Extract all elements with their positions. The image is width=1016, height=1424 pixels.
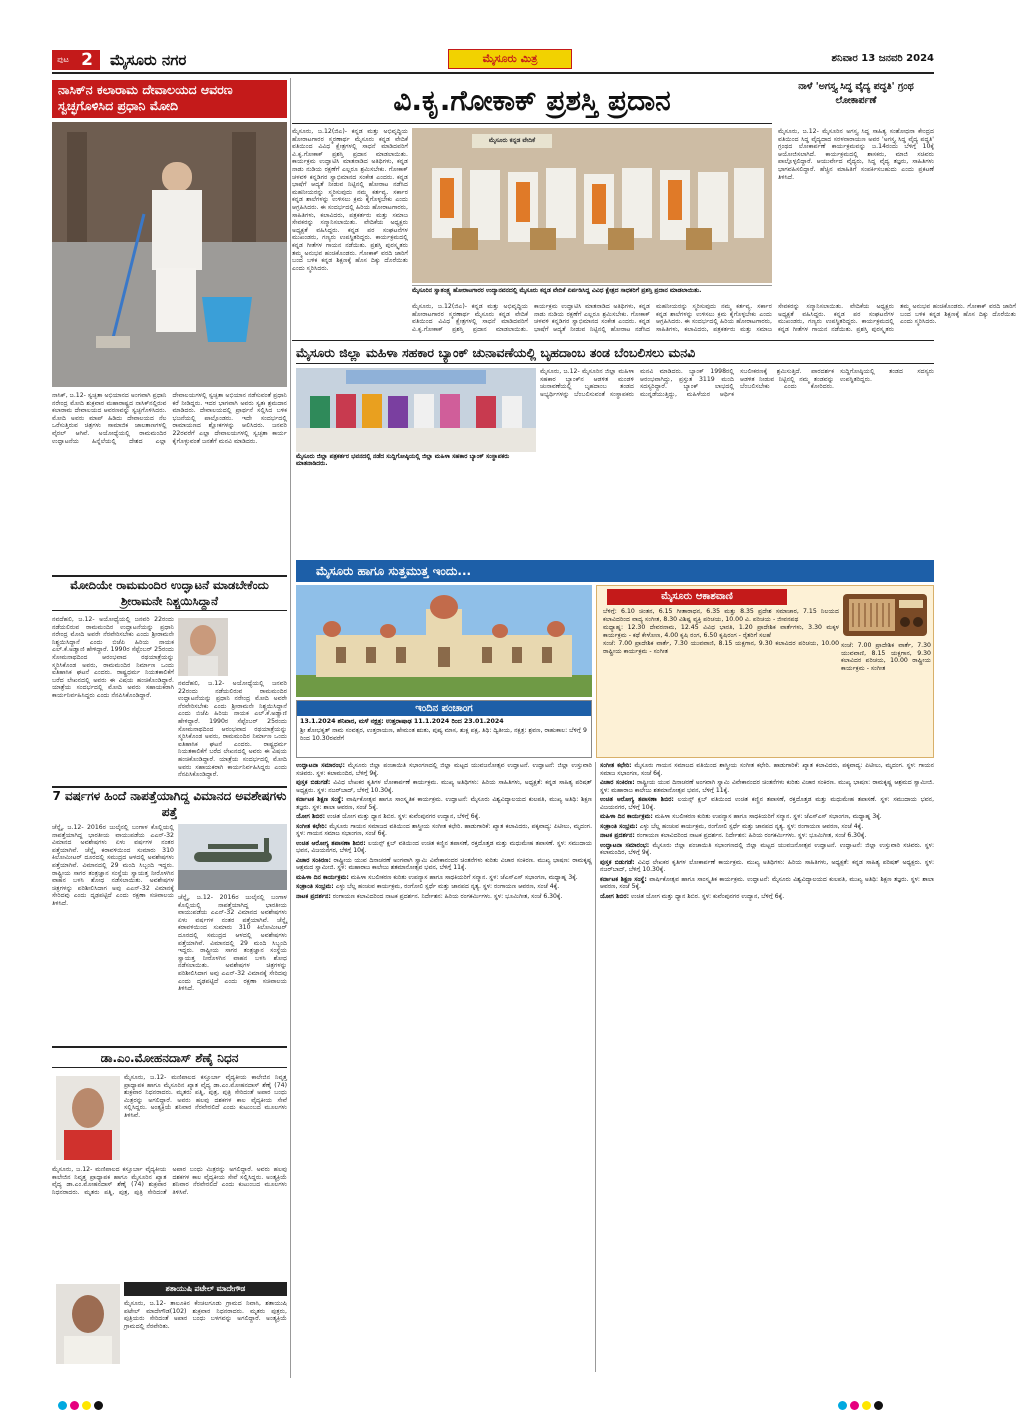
event-item — [600, 796, 934, 811]
issue-date: ಶನಿವಾರ 13 ಜನವರಿ 2024 — [831, 53, 934, 64]
modi-photo — [52, 122, 287, 387]
event-title: ಯೋಗ ಶಿಬಿರ: — [296, 813, 326, 820]
event-title: ನಾಟಕ ಪ್ರದರ್ಶನ: — [296, 892, 331, 900]
bank-caption: ಮೈಸೂರು ಜಿಲ್ಲಾ ಪತ್ರಕರ್ತರ ಭವನದಲ್ಲಿ ನಡೆದ ಸುದ್ದಿಗೋಷ್ಠಿಯಲ್ಲಿ ಜಿಲ್ಲಾ ಮಹಿಳಾ ಸಹಕಾರ ಬ್ಯಾಂಕ್ ಸಂಸ್ಥಾಪಕರು ಮಾತನಾಡಿದರು. — [296, 453, 536, 469]
event-item — [296, 857, 592, 872]
event-text: ವಿವಿಧ ಲೇಖಕರ ಕೃತಿಗಳ ಲೋಕಾರ್ಪಣೆ ಕಾರ್ಯಕ್ರಮ. ಮುಖ್ಯ ಅತಿಥಿಗಳು: ಹಿರಿಯ ಸಾಹಿತಿಗಳು, ಅಧ್ಯಕ್ಷತೆ: ಕನ್ನಡ ಸಾಹಿತ್ಯ ಪರಿಷತ್ ಅಧ್ಯಕ್ಷರು. ಸ್ಥಳ: ನಜರ್‌ಬಾದ್, ಬೆಳಿಗ್ಗೆ 10.30ಕ್ಕೆ. — [600, 858, 934, 873]
event-title: ಸಂಗೀತ ಕಛೇರಿ: — [296, 822, 328, 830]
event-text: ಲಯನ್ಸ್ ಕ್ಲಬ್ ವತಿಯಿಂದ ಉಚಿತ ಕಣ್ಣಿನ ತಪಾಸಣೆ, ರಕ್ತದೊತ್ತಡ ಮತ್ತು ಮಧುಮೇಹ ತಪಾಸಣೆ. ಸ್ಥಳ: ಸಮುದಾಯ ಭವನ, ವಿಜಯನಗರ, ಬೆಳಿಗ್ಗೆ 10ಕ್ಕೆ. — [600, 796, 935, 811]
advani-photo — [178, 618, 228, 676]
obit2-body: ಮೈಸೂರು, ಜ.12- ತಾಲೂಕಿನ ಕೆಂಚಲಗೂಡು ಗ್ರಾಮದ ನಿವಾಸಿ, ಶತಾಯುಷಿ ಪಟೇಲ್ ಮಾದೇಗೌಡ(102) ಶುಕ್ರವಾರ ನಿಧನರಾದರು. ಮೃತರು ಪುತ್ರರು, ಪುತ್ರಿಯರು ಸೇರಿದಂತೆ ಅಪಾರ ಬಂಧು ಬಳಗವನ್ನು ಅಗಲಿದ್ದಾರೆ. ಅಂತ್ಯಕ್ರಿಯೆ ಗ್ರಾಮದಲ್ಲಿ ನೆರವೇರಿತು. — [124, 1300, 287, 1330]
plane-body-b: ಚೆನ್ನೈ, ಜ.12- 2016ರ ಜುಲೈನಲ್ಲಿ ಬಂಗಾಳ ಕೊಲ್ಲಿಯಲ್ಲಿ ನಾಪತ್ತೆಯಾಗಿದ್ದ ಭಾರತೀಯ ವಾಯುಪಡೆಯ ಎಎನ್-32 ವಿಮಾನದ ಅವಶೇಷಗಳು ಏಳು ವರ್ಷಗಳ ನಂತರ ಪತ್ತೆಯಾಗಿವೆ. ಚೆನ್ನೈ ಕರಾವಳಿಯಿಂದ ಸುಮಾರು 310 ಕಿಲೋಮೀಟರ್ ದೂರದಲ್ಲಿ ಸಮುದ್ರದ ಆಳದಲ್ಲಿ ಅವಶೇಷಗಳು ಪತ್ತೆಯಾಗಿವೆ. ವಿಮಾನದಲ್ಲಿ 29 ಮಂದಿ ಸಿಬ್ಬಂದಿ ಇದ್ದರು. ರಾಷ್ಟ್ರೀಯ ಸಾಗರ ತಂತ್ರಜ್ಞಾನ ಸಂಸ್ಥೆಯ ಸ್ವಾಯತ್ತ ನೀರೊಳಗಿನ ವಾಹನ ಬಳಸಿ ಶೋಧ ನಡೆಸಲಾಯಿತು. ಅವಶೇಷಗಳ ಚಿತ್ರಗಳನ್ನು ಪರಿಶೀಲಿಸಿದಾಗ ಅವು ಎಎನ್-32 ವಿಮಾನಕ್ಕೆ ಸೇರಿದವು ಎಂದು ದೃಢಪಟ್ಟಿದೆ ಎಂದು ರಕ್ಷಣಾ ಸಚಿವಾಲಯ ತಿಳಿಸಿದೆ. — [178, 894, 287, 993]
obit2-headline-text: ಶತಾಯುಷಿ ಪಟೇಲ್ ಮಾದೇಗೌಡ — [165, 1284, 246, 1293]
event-item — [600, 779, 934, 794]
event-title: ಪುಸ್ತಕ ಬಿಡುಗಡೆ: — [600, 858, 635, 866]
event-title: ವಿಚಾರ ಸಂಕಿರಣ: — [600, 779, 635, 786]
obit2-portrait — [56, 1284, 120, 1364]
aircraft-illustration — [178, 824, 287, 890]
event-text: ಮೈಸೂರು ಗಾಯನ ಸಮಾಜದ ವತಿಯಿಂದ ಶಾಸ್ತ್ರೀಯ ಸಂಗೀತ ಕಛೇರಿ. ಹಾಡುಗಾರಿಕೆ: ಖ್ಯಾತ ಕಲಾವಿದರು, ಪಕ್ಕವಾದ್ಯ: ಪಿಟೀಲು, ಮೃದಂಗ. ಸ್ಥಳ: ಗಾಯನ ಸಮಾಜ ಸಭಾಂಗಣ, ಸಂಜೆ 6ಕ್ಕೆ. — [600, 762, 935, 777]
gokak-headline — [292, 80, 772, 124]
registration-dot — [58, 1401, 67, 1410]
advani-portrait — [178, 618, 228, 676]
panchanga-line2: ಶ್ರೀ ಶೋಭಕೃತ್ ನಾಮ ಸಂವತ್ಸರ, ಉತ್ತರಾಯಣ, ಹೇಮಂತ ಋತು, ಪುಷ್ಯ ಮಾಸ, ಶುಕ್ಲ ಪಕ್ಷ, ತಿಥಿ: ದ್ವಿತೀಯ, ನಕ್ಷತ್ರ: ಶ್ರವಣ, ರಾಹುಕಾಲ: ಬೆಳಿಗ್ಗೆ 9 ರಿಂದ 10.30ರವರೆಗೆ — [300, 727, 587, 742]
event-item — [600, 832, 934, 840]
palace-photo — [296, 585, 592, 697]
press-meet-illustration — [296, 368, 536, 452]
event-item — [600, 823, 934, 831]
page-header — [52, 48, 934, 74]
registration-marks-left — [58, 1400, 106, 1410]
event-title: ಸಂಗೀತ ಕಛೇರಿ: — [600, 762, 632, 769]
obit1-headline-text: ಡಾ.ಎಂ.ಮೋಹನದಾಸ್ ಶೆಣೈ ನಿಧನ — [100, 1051, 239, 1065]
today-banner-text: ಮೈಸೂರು ಹಾಗೂ ಸುತ್ತಮುತ್ತ ಇಂದು... — [316, 564, 472, 578]
award-group-illustration — [412, 128, 772, 283]
event-item — [600, 842, 934, 857]
today-banner — [296, 560, 934, 582]
event-title: ಯೋಗ ಶಿಬಿರ: — [600, 892, 630, 900]
event-text: ಮಹಿಳಾ ಸಬಲೀಕರಣ ಕುರಿತು ಉಪನ್ಯಾಸ ಹಾಗೂ ಸಾಧಕಿಯರಿಗೆ ಸನ್ಮಾನ. ಸ್ಥಳ: ಜೆಎಸ್‌ಎಸ್ ಸಭಾಂಗಣ, ಮಧ್ಯಾಹ್ನ 3ಕ್ಕೆ. — [350, 873, 578, 881]
event-item — [296, 893, 592, 901]
column-rule — [290, 78, 291, 1378]
event-title: ಉಚಿತ ಆರೋಗ್ಯ ತಪಾಸಣಾ ಶಿಬಿರ: — [296, 839, 366, 847]
event-title: ಸಂಕ್ರಾಂತಿ ಸಂಭ್ರಮ: — [600, 822, 638, 830]
radio-icon — [841, 590, 929, 638]
obit1-portrait — [56, 1076, 120, 1160]
radio-schedule — [603, 608, 839, 756]
radio-line-afternoon: ಮಧ್ಯಾಹ್ನ: 12.30 ದೇವರನಾಮ, 12.45 ವಿವಿಧ ಭಾರತಿ, 1.20 ಪ್ರಾದೇಶಿಕ ವಾರ್ತೆಗಳು, 3.30 ಮಕ್ಕಳ ಕಾರ್ಯಕ್ರಮ - ಕಥೆ ಕೇಳೋಣ, 4.00 ಕೃಷಿ ರಂಗ, 6.50 ಕೃಷಿರಂಗ - ರೈತರಿಗೆ ಸಲಹೆ — [603, 624, 839, 639]
event-title: ನಾಟಕ ಪ್ರದರ್ಶನ: — [600, 832, 635, 839]
gokak-body-right: ಮೈಸೂರು, ಜ.12(ಜಿಎ)- ಕನ್ನಡ ಮತ್ತು ಅಭಿವೃದ್ಧಿಯ ಹೋರಾಟಗಾರರ ಸ್ಮರಣಾರ್ಥ ಮೈಸೂರು ಕನ್ನಡ ವೇದಿಕೆ ವತಿಯಿಂದ ವಿವಿಧ ಕ್ಷೇತ್ರಗಳಲ್ಲಿ ಸಾಧನೆ ಮಾಡಿದವರಿಗೆ ವಿ.ಕೃ.ಗೋಕಾಕ್ ಪ್ರಶಸ್ತಿ ಪ್ರದಾನ ಮಾಡಲಾಯಿತು. ಕಾರ್ಯಕ್ರಮ ಉದ್ಘಾಟಿಸಿ ಮಾತನಾಡಿದ ಅತಿಥಿಗಳು, ಕನ್ನಡ ನಾಡು ನುಡಿಯ ರಕ್ಷಣೆಗೆ ಎಲ್ಲರೂ ಶ್ರಮಿಸಬೇಕು. ಗೋಕಾಕ್ ಚಳವಳಿ ಕನ್ನಡಿಗರ ಸ್ವಾಭಿಮಾನದ ಸಂಕೇತ ಎಂದರು. ಕನ್ನಡ ಭಾಷೆಗೆ ಆದ್ಯತೆ ನೀಡುವ ನಿಟ್ಟಿನಲ್ಲಿ ಹೋರಾಟ ನಡೆಸಿದ ಮಹನೀಯರನ್ನು ಸ್ಮರಿಸುವುದು ನಮ್ಮ ಕರ್ತವ್ಯ. ಸರ್ಕಾರ ಕನ್ನಡ ಶಾಲೆಗಳನ್ನು ಉಳಿಸಲು ಕ್ರಮ ಕೈಗೊಳ್ಳಬೇಕು ಎಂದು ಆಗ್ರಹಿಸಿದರು. ಈ ಸಂದರ್ಭದಲ್ಲಿ ಹಿರಿಯ ಹೋರಾಟಗಾರರು, ಸಾಹಿತಿಗಳು, ಕಲಾವಿದರು, ಪತ್ರಕರ್ತರು ಮತ್ತು ಸಮಾಜ ಸೇವಕರನ್ನು ಸನ್ಮಾನಿಸಲಾಯಿತು. ವೇದಿಕೆಯ ಅಧ್ಯಕ್ಷರು ಅಧ್ಯಕ್ಷತೆ ವಹಿಸಿದ್ದರು. ಕನ್ನಡ ಪರ ಸಂಘಟನೆಗಳ ಮುಖಂಡರು, ಗಣ್ಯರು ಉಪಸ್ಥಿತರಿದ್ದರು. ಕಾರ್ಯಕ್ರಮದಲ್ಲಿ ಕನ್ನಡ ಗೀತೆಗಳ ಗಾಯನ ನಡೆಯಿತು. ಪ್ರಶಸ್ತಿ ಪುರಸ್ಕೃತರು ತಮ್ಮ ಅನುಭವ ಹಂಚಿಕೊಂಡರು. ಗೋಕಾಕ್ ವರದಿ ಜಾರಿಗೆ ಬಂದ ಬಳಿಕ ಕನ್ನಡ ಶಿಕ್ಷಣಕ್ಕೆ ಹೊಸ ದಿಕ್ಕು ದೊರೆಯಿತು ಎಂದು ಸ್ಮರಿಸಿದರು. — [412, 303, 1016, 333]
event-title: ಮಹಿಳಾ ದಿನ ಕಾರ್ಯಕ್ರಮ: — [600, 813, 653, 820]
panchanga-title: ಇಂದಿನ ಪಂಚಾಂಗ — [297, 701, 591, 716]
plane-body-a: ಚೆನ್ನೈ, ಜ.12- 2016ರ ಜುಲೈನಲ್ಲಿ ಬಂಗಾಳ ಕೊಲ್ಲಿಯಲ್ಲಿ ನಾಪತ್ತೆಯಾಗಿದ್ದ ಭಾರತೀಯ ವಾಯುಪಡೆಯ ಎಎನ್-32 ವಿಮಾನದ ಅವಶೇಷಗಳು ಏಳು ವರ್ಷಗಳ ನಂತರ ಪತ್ತೆಯಾಗಿವೆ. ಚೆನ್ನೈ ಕರಾವಳಿಯಿಂದ ಸುಮಾರು 310 ಕಿಲೋಮೀಟರ್ ದೂರದಲ್ಲಿ ಸಮುದ್ರದ ಆಳದಲ್ಲಿ ಅವಶೇಷಗಳು ಪತ್ತೆಯಾಗಿವೆ. ವಿಮಾನದಲ್ಲಿ 29 ಮಂದಿ ಸಿಬ್ಬಂದಿ ಇದ್ದರು. ರಾಷ್ಟ್ರೀಯ ಸಾಗರ ತಂತ್ರಜ್ಞಾನ ಸಂಸ್ಥೆಯ ಸ್ವಾಯತ್ತ ನೀರೊಳಗಿನ ವಾಹನ ಬಳಸಿ ಶೋಧ ನಡೆಸಲಾಯಿತು. ಅವಶೇಷಗಳ ಚಿತ್ರಗಳನ್ನು ಪರಿಶೀಲಿಸಿದಾಗ ಅವು ಎಎನ್-32 ವಿಮಾನಕ್ಕೆ ಸೇರಿದವು ಎಂದು ದೃಢಪಟ್ಟಿದೆ ಎಂದು ರಕ್ಷಣಾ ಸಚಿವಾಲಯ ತಿಳಿಸಿದೆ. — [52, 824, 174, 907]
plane-photo — [178, 824, 287, 890]
obit1-body-b: ಮೈಸೂರು, ಜ.12- ಮಣಿಪಾಲದ ಕಸ್ತೂರ್ಬಾ ವೈದ್ಯಕೀಯ ಕಾಲೇಜಿನ ನಿವೃತ್ತ ಪ್ರಾಧ್ಯಾಪಕ ಹಾಗೂ ಮೈಸೂರಿನ ಖ್ಯಾತ ವೈದ್ಯ ಡಾ.ಎಂ.ಮೋಹನದಾಸ್ ಶೆಣೈ (74) ಶುಕ್ರವಾರ ನಿಧನರಾದರು. ಮೃತರು ಪತ್ನಿ, ಪುತ್ರ, ಪುತ್ರಿ ಸೇರಿದಂತೆ ಅಪಾರ ಬಂಧು ಮಿತ್ರರನ್ನು ಅಗಲಿದ್ದಾರೆ. ಅವರು ಹಲವು ದಶಕಗಳ ಕಾಲ ವೈದ್ಯಕೀಯ ಸೇವೆ ಸಲ್ಲಿಸಿದ್ದರು. ಅಂತ್ಯಕ್ರಿಯೆ ಶನಿವಾರ ನೆರವೇರಲಿದೆ ಎಂದು ಕುಟುಂಬದ ಮೂಲಗಳು ತಿಳಿಸಿವೆ. — [52, 1166, 287, 1196]
page-number: 2 — [74, 50, 100, 70]
event-text: ರಾಷ್ಟ್ರೀಯ ಯುವ ದಿನಾಚರಣೆ ಅಂಗವಾಗಿ ಸ್ವಾಮಿ ವಿವೇಕಾನಂದರ ಚಿಂತನೆಗಳು ಕುರಿತು ವಿಚಾರ ಸಂಕಿರಣ. ಮುಖ್ಯ ಭಾಷಣ: ರಾಮಕೃಷ್ಣ ಆಶ್ರಮದ ಸ್ವಾಮೀಜಿ. ಸ್ಥಳ: ಮಹಾರಾಜ ಕಾಲೇಜು ಶತಮಾನೋತ್ಸವ ಭವನ, ಬೆಳಿಗ್ಗೆ 11ಕ್ಕೆ. — [296, 856, 593, 871]
radio-box — [596, 585, 934, 758]
registration-dot — [82, 1401, 91, 1410]
registration-dot — [838, 1401, 847, 1410]
radio-line-evening-b: ಸಂಜೆ: 7.00 ಪ್ರಾದೇಶಿಕ ವಾರ್ತೆ, 7.30 ಯುವವಾಣಿ, 8.15 ಯಕ್ಷಗಾನ, 9.30 ಕಲಾವಿದರ ಪರಿಚಯ, 10.00 ರಾಷ್ಟ್ರೀಯ ಕಾರ್ಯಕ್ರಮ - ಸಂಗೀತ — [841, 642, 931, 672]
event-title: ಕರ್ನಾಟಕ ಶಿಕ್ಷಣ ಸಂಸ್ಥೆ: — [600, 875, 647, 883]
obit2-photo — [56, 1284, 120, 1364]
divider — [292, 340, 934, 341]
obit2-headline — [124, 1282, 287, 1296]
event-item — [296, 840, 592, 855]
event-title: ವಿಚಾರ ಸಂಕಿರಣ: — [296, 856, 331, 864]
event-text: ವಾರ್ಷಿಕೋತ್ಸವ ಹಾಗೂ ಸಾಂಸ್ಕೃತಿಕ ಕಾರ್ಯಕ್ರಮ. ಉದ್ಘಾಟನೆ: ಮೈಸೂರು ವಿಶ್ವವಿದ್ಯಾಲಯದ ಕುಲಪತಿ, ಮುಖ್ಯ ಅತಿಥಿ: ಶಿಕ್ಷಣ ತಜ್ಞರು. ಸ್ಥಳ: ಶಾಲಾ ಆವರಣ, ಸಂಜೆ 5ಕ್ಕೆ. — [600, 875, 934, 890]
vintage-radio-icon — [841, 590, 929, 638]
events-col-left — [296, 762, 592, 1372]
event-item — [296, 823, 592, 838]
registration-dot — [70, 1401, 79, 1410]
event-item — [296, 813, 592, 821]
section-title: ಮೈಸೂರು ನಗರ — [110, 51, 187, 69]
event-text: ಎಳ್ಳು ಬೆಲ್ಲ ಹಂಚುವ ಕಾರ್ಯಕ್ರಮ, ರಂಗೋಲಿ ಸ್ಪರ್ಧೆ ಮತ್ತು ಜಾನಪದ ನೃತ್ಯ. ಸ್ಥಳ: ರಂಗಾಯಣ ಆವರಣ, ಸಂಜೆ 4ಕ್ಕೆ. — [335, 883, 560, 890]
event-item — [600, 813, 934, 821]
gokak-banner: ಮೈಸೂರು ಕನ್ನಡ ವೇದಿಕೆ — [488, 137, 536, 144]
radio-schedule-extra — [841, 642, 931, 754]
event-text: ಉಚಿತ ಯೋಗ ಮತ್ತು ಧ್ಯಾನ ಶಿಬಿರ. ಸ್ಥಳ: ಕುವೆಂಪುನಗರ ಉದ್ಯಾನ, ಬೆಳಿಗ್ಗೆ 6ಕ್ಕೆ. — [631, 892, 785, 900]
ram-headline-text: ಮೋದಿಯೇ ರಾಮಮಂದಿರ ಉದ್ಘಾಟನೆ ಮಾಡಬೇಕೆಂದು ಶ್ರೀರಾಮನೇ ನಿಶ್ಚಯಿಸಿದ್ದಾನೆ — [70, 578, 269, 608]
event-title: ಉಚಿತ ಆರೋಗ್ಯ ತಪಾಸಣಾ ಶಿಬಿರ: — [600, 796, 674, 803]
event-text: ವಿವಿಧ ಲೇಖಕರ ಕೃತಿಗಳ ಲೋಕಾರ್ಪಣೆ ಕಾರ್ಯಕ್ರಮ. ಮುಖ್ಯ ಅತಿಥಿಗಳು: ಹಿರಿಯ ಸಾಹಿತಿಗಳು, ಅಧ್ಯಕ್ಷತೆ: ಕನ್ನಡ ಸಾಹಿತ್ಯ ಪರಿಷತ್ ಅಧ್ಯಕ್ಷರು. ಸ್ಥಳ: ನಜರ್‌ಬಾದ್, ಬೆಳಿಗ್ಗೆ 10.30ಕ್ಕೆ. — [296, 779, 592, 794]
event-text: ರಂಗಾಯಣ ಕಲಾವಿದರಿಂದ ನಾಟಕ ಪ್ರದರ್ಶನ. ನಿರ್ದೇಶನ: ಹಿರಿಯ ರಂಗಕರ್ಮಿಗಳು. ಸ್ಥಳ: ಭೂಮಿಗೀತ, ಸಂಜೆ 6.30ಕ್ಕೆ. — [332, 892, 563, 900]
page-label: ಪುಟ — [52, 50, 74, 70]
gokak-photo — [412, 128, 772, 283]
mysore-palace-illustration — [296, 585, 592, 697]
bank-body: ಮೈಸೂರು, ಜ.12- ಮೈಸೂರಿನ ಜಿಲ್ಲಾ ಮಹಿಳಾ ಸಹಕಾರ ಬ್ಯಾಂಕ್‌ನ ಆಡಳಿತ ಮಂಡಳಿ ಚುನಾವಣೆಯಲ್ಲಿ ಬೃಹದಾಂಬ ತಂಡದ ಅಭ್ಯರ್ಥಿಗಳನ್ನು ಬೆಂಬಲಿಸುವಂತೆ ಸಂಸ್ಥಾಪಕರು ಮನವಿ ಮಾಡಿದರು. ಬ್ಯಾಂಕ್ 1998ರಲ್ಲಿ ಆರಂಭವಾಗಿದ್ದು, ಪ್ರಸ್ತುತ 3119 ಮಂದಿ ಸದಸ್ಯರಿದ್ದಾರೆ. ಬ್ಯಾಂಕ್ ಲಾಭದಲ್ಲಿ ಮುನ್ನಡೆಯುತ್ತಿದ್ದು, ಮಹಿಳೆಯರ ಆರ್ಥಿಕ ಸಬಲೀಕರಣಕ್ಕೆ ಶ್ರಮಿಸುತ್ತಿದೆ. ಪಾರದರ್ಶಕ ಆಡಳಿತ ನೀಡುವ ನಿಟ್ಟಿನಲ್ಲಿ ನಮ್ಮ ತಂಡವನ್ನು ಬೆಂಬಲಿಸಬೇಕು ಎಂದು ಕೋರಿದರು. ಸುದ್ದಿಗೋಷ್ಠಿಯಲ್ಲಿ ತಂಡದ ಸದಸ್ಯರು ಉಪಸ್ಥಿತರಿದ್ದರು. — [540, 368, 934, 398]
agasthya-headline — [778, 80, 934, 124]
panchanga — [296, 700, 592, 758]
event-text: ಮೈಸೂರು ಗಾಯನ ಸಮಾಜದ ವತಿಯಿಂದ ಶಾಸ್ತ್ರೀಯ ಸಂಗೀತ ಕಛೇರಿ. ಹಾಡುಗಾರಿಕೆ: ಖ್ಯಾತ ಕಲಾವಿದರು, ಪಕ್ಕವಾದ್ಯ: ಪಿಟೀಲು, ಮೃದಂಗ. ಸ್ಥಳ: ಗಾಯನ ಸಮಾಜ ಸಭಾಂಗಣ, ಸಂಜೆ 6ಕ್ಕೆ. — [296, 822, 593, 837]
event-item — [600, 876, 934, 891]
event-text: ಲಯನ್ಸ್ ಕ್ಲಬ್ ವತಿಯಿಂದ ಉಚಿತ ಕಣ್ಣಿನ ತಪಾಸಣೆ, ರಕ್ತದೊತ್ತಡ ಮತ್ತು ಮಧುಮೇಹ ತಪಾಸಣೆ. ಸ್ಥಳ: ಸಮುದಾಯ ಭವನ, ವಿಜಯನಗರ, ಬೆಳಿಗ್ಗೆ 10ಕ್ಕೆ. — [296, 839, 592, 854]
plane-headline-text: 7 ವರ್ಷಗಳ ಹಿಂದೆ ನಾಪತ್ತೆಯಾಗಿದ್ದ ವಿಮಾನದ ಅವಶೇಷಗಳು ಪತ್ತೆ — [52, 789, 287, 819]
bank-headline-text: ಮೈಸೂರು ಜಿಲ್ಲಾ ಮಹಿಳಾ ಸಹಕಾರ ಬ್ಯಾಂಕ್ ಚುನಾವಣೆಯಲ್ಲಿ ಬೃಹದಾಂಬ ತಂಡ ಬೆಂಬಲಿಸಲು ಮನವಿ — [296, 345, 696, 360]
modi-body: ನಾಸಿಕ್, ಜ.12- ಸ್ವಚ್ಛತಾ ಅಭಿಯಾನದ ಅಂಗವಾಗಿ ಪ್ರಧಾನಿ ನರೇಂದ್ರ ಮೋದಿ ಶುಕ್ರವಾರ ಮಹಾರಾಷ್ಟ್ರದ ನಾಸಿಕ್‌ನಲ್ಲಿರುವ ಕಲಾರಾಮ ದೇವಾಲಯದ ಆವರಣವನ್ನು ಸ್ವಚ್ಛಗೊಳಿಸಿದರು. ಮೋದಿ ಅವರು ಮಾಪ್ ಹಿಡಿದು ದೇವಾಲಯದ ನೆಲ ಒರೆಸುತ್ತಿರುವ ಚಿತ್ರಗಳು ಸಾಮಾಜಿಕ ಜಾಲತಾಣಗಳಲ್ಲಿ ವೈರಲ್ ಆಗಿವೆ. ಅಯೋಧ್ಯೆಯಲ್ಲಿ ರಾಮಮಂದಿರ ಉದ್ಘಾಟನೆಯ ಹಿನ್ನೆಲೆಯಲ್ಲಿ ದೇಶದ ಎಲ್ಲಾ ದೇವಾಲಯಗಳಲ್ಲಿ ಸ್ವಚ್ಛತಾ ಅಭಿಯಾನ ನಡೆಸುವಂತೆ ಪ್ರಧಾನಿ ಕರೆ ನೀಡಿದ್ದರು. ಇದರ ಭಾಗವಾಗಿ ಅವರು ಸ್ವತಃ ಶ್ರಮದಾನ ಮಾಡಿದರು. ದೇವಾಲಯದಲ್ಲಿ ಪ್ರಾರ್ಥನೆ ಸಲ್ಲಿಸಿದ ಬಳಿಕ ಭಜನೆಯಲ್ಲಿ ಪಾಲ್ಗೊಂಡರು. ಇದೇ ಸಂದರ್ಭದಲ್ಲಿ ರಾಮಾಯಣದ ಶ್ಲೋಕಗಳನ್ನು ಆಲಿಸಿದರು. ಜನವರಿ 22ರವರೆಗೆ ಎಲ್ಲಾ ದೇವಾಲಯಗಳಲ್ಲಿ ಸ್ವಚ್ಛತಾ ಕಾರ್ಯ ಕೈಗೊಳ್ಳುವಂತೆ ಜನತೆಗೆ ಮನವಿ ಮಾಡಿದರು. — [52, 392, 287, 445]
event-text: ಉಚಿತ ಯೋಗ ಮತ್ತು ಧ್ಯಾನ ಶಿಬಿರ. ಸ್ಥಳ: ಕುವೆಂಪುನಗರ ಉದ್ಯಾನ, ಬೆಳಿಗ್ಗೆ 6ಕ್ಕೆ. — [327, 813, 481, 820]
event-title: ಕರ್ನಾಟಕ ಶಿಕ್ಷಣ ಸಂಸ್ಥೆ: — [296, 796, 344, 803]
event-item — [600, 893, 934, 901]
ram-headline — [52, 575, 287, 611]
event-title: ಉದ್ಘಾಟನಾ ಸಮಾರಂಭ: — [600, 841, 650, 849]
event-item — [600, 859, 934, 874]
event-text: ಮೈಸೂರು ಜಿಲ್ಲಾ ಪಂಚಾಯಿತಿ ಸಭಾಂಗಣದಲ್ಲಿ ಜಿಲ್ಲಾ ಮಟ್ಟದ ಯುವಜನೋತ್ಸವ ಉದ್ಘಾಟನೆ. ಉದ್ಘಾಟನೆ: ಜಿಲ್ಲಾ ಉಸ್ತುವಾರಿ ಸಚಿವರು. ಸ್ಥಳ: ಕಲಾಮಂದಿರ, ಬೆಳಿಗ್ಗೆ 9ಕ್ಕೆ. — [296, 762, 593, 777]
plane-headline — [52, 786, 287, 820]
column-rule — [595, 762, 596, 1372]
registration-dot — [862, 1401, 871, 1410]
obit1-photo — [56, 1076, 120, 1160]
event-item — [296, 779, 592, 794]
registration-dot — [850, 1401, 859, 1410]
event-title: ಪುಸ್ತಕ ಬಿಡುಗಡೆ: — [296, 779, 331, 786]
modi-headline-text: ನಾಸಿಕ್‌ನ ಕಲಾರಾಮ ದೇವಾಲಯದ ಆವರಣ ಸ್ವಚ್ಛಗೊಳಿಸಿದ ಪ್ರಧಾನಿ ಮೋದಿ — [58, 82, 233, 113]
temple-cleaning-illustration — [52, 122, 287, 387]
gokak-body-left: ಮೈಸೂರು, ಜ.12(ಜಿಎ)- ಕನ್ನಡ ಮತ್ತು ಅಭಿವೃದ್ಧಿಯ ಹೋರಾಟಗಾರರ ಸ್ಮರಣಾರ್ಥ ಮೈಸೂರು ಕನ್ನಡ ವೇದಿಕೆ ವತಿಯಿಂದ ವಿವಿಧ ಕ್ಷೇತ್ರಗಳಲ್ಲಿ ಸಾಧನೆ ಮಾಡಿದವರಿಗೆ ವಿ.ಕೃ.ಗೋಕಾಕ್ ಪ್ರಶಸ್ತಿ ಪ್ರದಾನ ಮಾಡಲಾಯಿತು. ಕಾರ್ಯಕ್ರಮ ಉದ್ಘಾಟಿಸಿ ಮಾತನಾಡಿದ ಅತಿಥಿಗಳು, ಕನ್ನಡ ನಾಡು ನುಡಿಯ ರಕ್ಷಣೆಗೆ ಎಲ್ಲರೂ ಶ್ರಮಿಸಬೇಕು. ಗೋಕಾಕ್ ಚಳವಳಿ ಕನ್ನಡಿಗರ ಸ್ವಾಭಿಮಾನದ ಸಂಕೇತ ಎಂದರು. ಕನ್ನಡ ಭಾಷೆಗೆ ಆದ್ಯತೆ ನೀಡುವ ನಿಟ್ಟಿನಲ್ಲಿ ಹೋರಾಟ ನಡೆಸಿದ ಮಹನೀಯರನ್ನು ಸ್ಮರಿಸುವುದು ನಮ್ಮ ಕರ್ತವ್ಯ. ಸರ್ಕಾರ ಕನ್ನಡ ಶಾಲೆಗಳನ್ನು ಉಳಿಸಲು ಕ್ರಮ ಕೈಗೊಳ್ಳಬೇಕು ಎಂದು ಆಗ್ರಹಿಸಿದರು. ಈ ಸಂದರ್ಭದಲ್ಲಿ ಹಿರಿಯ ಹೋರಾಟಗಾರರು, ಸಾಹಿತಿಗಳು, ಕಲಾವಿದರು, ಪತ್ರಕರ್ತರು ಮತ್ತು ಸಮಾಜ ಸೇವಕರನ್ನು ಸನ್ಮಾನಿಸಲಾಯಿತು. ವೇದಿಕೆಯ ಅಧ್ಯಕ್ಷರು ಅಧ್ಯಕ್ಷತೆ ವಹಿಸಿದ್ದರು. ಕನ್ನಡ ಪರ ಸಂಘಟನೆಗಳ ಮುಖಂಡರು, ಗಣ್ಯರು ಉಪಸ್ಥಿತರಿದ್ದರು. ಕಾರ್ಯಕ್ರಮದಲ್ಲಿ ಕನ್ನಡ ಗೀತೆಗಳ ಗಾಯನ ನಡೆಯಿತು. ಪ್ರಶಸ್ತಿ ಪುರಸ್ಕೃತರು ತಮ್ಮ ಅನುಭವ ಹಂಚಿಕೊಂಡರು. ಗೋಕಾಕ್ ವರದಿ ಜಾರಿಗೆ ಬಂದ ಬಳಿಕ ಕನ್ನಡ ಶಿಕ್ಷಣಕ್ಕೆ ಹೊಸ ದಿಕ್ಕು ದೊರೆಯಿತು ಎಂದು ಸ್ಮರಿಸಿದರು. — [292, 128, 408, 272]
event-text: ರಾಷ್ಟ್ರೀಯ ಯುವ ದಿನಾಚರಣೆ ಅಂಗವಾಗಿ ಸ್ವಾಮಿ ವಿವೇಕಾನಂದರ ಚಿಂತನೆಗಳು ಕುರಿತು ವಿಚಾರ ಸಂಕಿರಣ. ಮುಖ್ಯ ಭಾಷಣ: ರಾಮಕೃಷ್ಣ ಆಶ್ರಮದ ಸ್ವಾಮೀಜಿ. ಸ್ಥಳ: ಮಹಾರಾಜ ಕಾಲೇಜು ಶತಮಾನೋತ್ಸವ ಭವನ, ಬೆಳಿಗ್ಗೆ 11ಕ್ಕೆ. — [600, 779, 935, 794]
event-item — [296, 796, 592, 811]
event-text: ಮಹಿಳಾ ಸಬಲೀಕರಣ ಕುರಿತು ಉಪನ್ಯಾಸ ಹಾಗೂ ಸಾಧಕಿಯರಿಗೆ ಸನ್ಮಾನ. ಸ್ಥಳ: ಜೆಎಸ್‌ಎಸ್ ಸಭಾಂಗಣ, ಮಧ್ಯಾಹ್ನ 3ಕ್ಕೆ. — [654, 813, 882, 820]
bank-headline — [296, 344, 934, 364]
agasthya-body: ಮೈಸೂರು, ಜ.12- ಮೈಸೂರಿನ ಅಗಸ್ತ್ಯ ಸಿದ್ಧ ಸಾಹಿತ್ಯ ಸಂಶೋಧನಾ ಕೇಂದ್ರದ ವತಿಯಿಂದ ಸಿದ್ಧ ವೈದ್ಯದಾದ ಸರಳನಾರಾಯಣ ಅವರ 'ಅಗಸ್ತ್ಯ ಸಿದ್ಧ ವೈದ್ಯ ಪದ್ಧತಿ' ಗ್ರಂಥದ ಲೋಕಾರ್ಪಣೆ ಕಾರ್ಯಕ್ರಮವನ್ನು ಜ.14ರಂದು ಬೆಳಿಗ್ಗೆ 10ಕ್ಕೆ ಆಯೋಜಿಸಲಾಗಿದೆ. ಕಾರ್ಯಕ್ರಮದಲ್ಲಿ ಶಾಸಕರು, ಮಾಜಿ ಸಚಿವರು ಪಾಲ್ಗೊಳ್ಳಲಿದ್ದಾರೆ. ಆಯುರ್ವೇದ ವೈದ್ಯರು, ಸಿದ್ಧ ವೈದ್ಯ ತಜ್ಞರು, ಸಾಹಿತಿಗಳು ಭಾಗವಹಿಸಲಿದ್ದಾರೆ. ಹೆಚ್ಚಿನ ಮಾಹಿತಿಗೆ ಸಂಪರ್ಕಿಸಬಹುದು ಎಂದು ಪ್ರಕಟಣೆ ತಿಳಿಸಿದೆ. — [778, 128, 934, 181]
event-text: ವಾರ್ಷಿಕೋತ್ಸವ ಹಾಗೂ ಸಾಂಸ್ಕೃತಿಕ ಕಾರ್ಯಕ್ರಮ. ಉದ್ಘಾಟನೆ: ಮೈಸೂರು ವಿಶ್ವವಿದ್ಯಾಲಯದ ಕುಲಪತಿ, ಮುಖ್ಯ ಅತಿಥಿ: ಶಿಕ್ಷಣ ತಜ್ಞರು. ಸ್ಥಳ: ಶಾಲಾ ಆವರಣ, ಸಂಜೆ 5ಕ್ಕೆ. — [296, 796, 592, 811]
event-item — [296, 874, 592, 882]
ram-body-b: ನವದೆಹಲಿ, ಜ.12- ಅಯೋಧ್ಯೆಯಲ್ಲಿ ಜನವರಿ 22ರಂದು ನಡೆಯಲಿರುವ ರಾಮಮಂದಿರ ಉದ್ಘಾಟನೆಯನ್ನು ಪ್ರಧಾನಿ ನರೇಂದ್ರ ಮೋದಿ ಅವರೇ ನೆರವೇರಿಸಬೇಕು ಎಂದು ಶ್ರೀರಾಮನೇ ನಿಶ್ಚಯಿಸಿದ್ದಾನೆ ಎಂದು ಬಿಜೆಪಿ ಹಿರಿಯ ನಾಯಕ ಎಲ್.ಕೆ.ಅಡ್ವಾಣಿ ಹೇಳಿದ್ದಾರೆ. 1990ರ ಸೆಪ್ಟೆಂಬರ್ 25ರಂದು ಸೋಮನಾಥದಿಂದ ಆರಂಭವಾದ ರಥಯಾತ್ರೆಯನ್ನು ಸ್ಮರಿಸಿಕೊಂಡ ಅವರು, ರಾಮಮಂದಿರ ನಿರ್ಮಾಣ ಒಂದು ಐತಿಹಾಸಿಕ ಘಟನೆ ಎಂದರು. ರಾಷ್ಟ್ರಧರ್ಮ ನಿಯತಕಾಲಿಕೆಗೆ ಬರೆದ ಲೇಖನದಲ್ಲಿ ಅವರು ಈ ವಿಷಯ ಹಂಚಿಕೊಂಡಿದ್ದಾರೆ. ಯಾತ್ರೆಯ ಸಂದರ್ಭದಲ್ಲಿ ಮೋದಿ ಅವರು ಸಹಾಯಕರಾಗಿ ಕಾರ್ಯನಿರ್ವಹಿಸಿದ್ದರು ಎಂದು ನೆನಪಿಸಿಕೊಂಡಿದ್ದಾರೆ. — [178, 680, 287, 779]
obit1-headline — [52, 1046, 287, 1068]
event-title: ಸಂಕ್ರಾಂತಿ ಸಂಭ್ರಮ: — [296, 883, 334, 890]
event-item — [600, 762, 934, 777]
modi-headline — [52, 80, 287, 118]
event-item — [296, 762, 592, 777]
obit1-body-a: ಮೈಸೂರು, ಜ.12- ಮಣಿಪಾಲದ ಕಸ್ತೂರ್ಬಾ ವೈದ್ಯಕೀಯ ಕಾಲೇಜಿನ ನಿವೃತ್ತ ಪ್ರಾಧ್ಯಾಪಕ ಹಾಗೂ ಮೈಸೂರಿನ ಖ್ಯಾತ ವೈದ್ಯ ಡಾ.ಎಂ.ಮೋಹನದಾಸ್ ಶೆಣೈ (74) ಶುಕ್ರವಾರ ನಿಧನರಾದರು. ಮೃತರು ಪತ್ನಿ, ಪುತ್ರ, ಪುತ್ರಿ ಸೇರಿದಂತೆ ಅಪಾರ ಬಂಧು ಮಿತ್ರರನ್ನು ಅಗಲಿದ್ದಾರೆ. ಅವರು ಹಲವು ದಶಕಗಳ ಕಾಲ ವೈದ್ಯಕೀಯ ಸೇವೆ ಸಲ್ಲಿಸಿದ್ದರು. ಅಂತ್ಯಕ್ರಿಯೆ ಶನಿವಾರ ನೆರವೇರಲಿದೆ ಎಂದು ಕುಟುಂಬದ ಮೂಲಗಳು ತಿಳಿಸಿವೆ. — [124, 1074, 287, 1119]
event-text: ಮೈಸೂರು ಜಿಲ್ಲಾ ಪಂಚಾಯಿತಿ ಸಭಾಂಗಣದಲ್ಲಿ ಜಿಲ್ಲಾ ಮಟ್ಟದ ಯುವಜನೋತ್ಸವ ಉದ್ಘಾಟನೆ. ಉದ್ಘಾಟನೆ: ಜಿಲ್ಲಾ ಉಸ್ತುವಾರಿ ಸಚಿವರು. ಸ್ಥಳ: ಕಲಾಮಂದಿರ, ಬೆಳಿಗ್ಗೆ 9ಕ್ಕೆ. — [600, 841, 935, 856]
event-text: ರಂಗಾಯಣ ಕಲಾವಿದರಿಂದ ನಾಟಕ ಪ್ರದರ್ಶನ. ನಿರ್ದೇಶನ: ಹಿರಿಯ ರಂಗಕರ್ಮಿಗಳು. ಸ್ಥಳ: ಭೂಮಿಗೀತ, ಸಂಜೆ 6.30ಕ್ಕೆ. — [636, 832, 867, 839]
event-text: ಎಳ್ಳು ಬೆಲ್ಲ ಹಂಚುವ ಕಾರ್ಯಕ್ರಮ, ರಂಗೋಲಿ ಸ್ಪರ್ಧೆ ಮತ್ತು ಜಾನಪದ ನೃತ್ಯ. ಸ್ಥಳ: ರಂಗಾಯಣ ಆವರಣ, ಸಂಜೆ 4ಕ್ಕೆ. — [639, 822, 864, 830]
panchanga-line1: 13.1.2024 ಶನಿವಾರ, ಮಳೆ ನಕ್ಷತ್ರ: ಉತ್ತರಾಷಾಢ 11.1.2024 ರಿಂದ 23.01.2024 — [300, 718, 504, 725]
gokak-headline-text: ವಿ.ಕೃ.ಗೋಕಾಕ್ ಪ್ರಶಸ್ತಿ ಪ್ರದಾನ — [393, 84, 671, 117]
event-title: ಮಹಿಳಾ ದಿನ ಕಾರ್ಯಕ್ರಮ: — [296, 873, 349, 881]
registration-dot — [94, 1401, 103, 1410]
agasthya-headline-text: ನಾಳೆ 'ಅಗಸ್ತ್ಯ ಸಿದ್ಧ ವೈದ್ಯ ಪದ್ಧತಿ' ಗ್ರಂಥ ಲೋಕಾರ್ಪಣೆ — [798, 81, 914, 106]
event-title: ಉದ್ಘಾಟನಾ ಸಮಾರಂಭ: — [296, 762, 345, 769]
radio-line-evening: ಸಂಜೆ: 7.00 ಪ್ರಾದೇಶಿಕ ವಾರ್ತೆ, 7.30 ಯುವವಾಣಿ, 8.15 ಯಕ್ಷಗಾನ, 9.30 ಕಲಾವಿದರ ಪರಿಚಯ, 10.00 ರಾಷ್ಟ್ರೀಯ ಕಾರ್ಯಕ್ರಮ - ಸಂಗೀತ — [603, 640, 839, 655]
events-col-right — [600, 762, 934, 1372]
ram-body-a: ನವದೆಹಲಿ, ಜ.12- ಅಯೋಧ್ಯೆಯಲ್ಲಿ ಜನವರಿ 22ರಂದು ನಡೆಯಲಿರುವ ರಾಮಮಂದಿರ ಉದ್ಘಾಟನೆಯನ್ನು ಪ್ರಧಾನಿ ನರೇಂದ್ರ ಮೋದಿ ಅವರೇ ನೆರವೇರಿಸಬೇಕು ಎಂದು ಶ್ರೀರಾಮನೇ ನಿಶ್ಚಯಿಸಿದ್ದಾನೆ ಎಂದು ಬಿಜೆಪಿ ಹಿರಿಯ ನಾಯಕ ಎಲ್.ಕೆ.ಅಡ್ವಾಣಿ ಹೇಳಿದ್ದಾರೆ. 1990ರ ಸೆಪ್ಟೆಂಬರ್ 25ರಂದು ಸೋಮನಾಥದಿಂದ ಆರಂಭವಾದ ರಥಯಾತ್ರೆಯನ್ನು ಸ್ಮರಿಸಿಕೊಂಡ ಅವರು, ರಾಮಮಂದಿರ ನಿರ್ಮಾಣ ಒಂದು ಐತಿಹಾಸಿಕ ಘಟನೆ ಎಂದರು. ರಾಷ್ಟ್ರಧರ್ಮ ನಿಯತಕಾಲಿಕೆಗೆ ಬರೆದ ಲೇಖನದಲ್ಲಿ ಅವರು ಈ ವಿಷಯ ಹಂಚಿಕೊಂಡಿದ್ದಾರೆ. ಯಾತ್ರೆಯ ಸಂದರ್ಭದಲ್ಲಿ ಮೋದಿ ಅವರು ಸಹಾಯಕರಾಗಿ ಕಾರ್ಯನಿರ್ವಹಿಸಿದ್ದರು ಎಂದು ನೆನಪಿಸಿಕೊಂಡಿದ್ದಾರೆ. — [52, 616, 174, 699]
bank-photo — [296, 368, 536, 452]
radio-line-morning: ಬೆಳಿಗ್ಗೆ: 6.10 ಚಿಂತನ, 6.15 ಗೀತಾರಾಧನ, 6.35 ಮತ್ತು 8.35 ಪ್ರದೇಶ ಸಮಾಚಾರ, 7.15 ನಿಲಯದ ಕಲಾವಿದರಿಂದ ವಾದ್ಯ ಸಂಗೀತ, 8.30 ವಿಶಿಷ್ಟ ವ್ಯಕ್ತಿ ಪರಿಚಯ, 10.00 ವಿ. ಪರಿಚಯ - ಜೀವನಪಥ — [603, 608, 839, 623]
gokak-caption: ಮೈಸೂರಿನ ಸ್ವಾತಂತ್ರ್ಯ ಹೋರಾಟಗಾರರ ಉದ್ಯಾನವನದಲ್ಲಿ ಮೈಸೂರು ಕನ್ನಡ ವೇದಿಕೆ ಏರ್ಪಡಿಸಿದ್ದ ವಿವಿಧ ಕ್ಷೇತ್ರದ ಸಾಧಕರಿಗೆ ಪ್ರಶಸ್ತಿ ಪ್ರದಾನ ಮಾಡಲಾಯಿತು. — [412, 285, 772, 301]
masthead: ಮೈಸೂರು ಮಿತ್ರ — [448, 49, 572, 69]
radio-title: ಮೈಸೂರು ಆಕಾಶವಾಣಿ — [607, 589, 787, 605]
event-item — [296, 883, 592, 891]
registration-dot — [874, 1401, 883, 1410]
registration-marks-right — [838, 1400, 886, 1410]
